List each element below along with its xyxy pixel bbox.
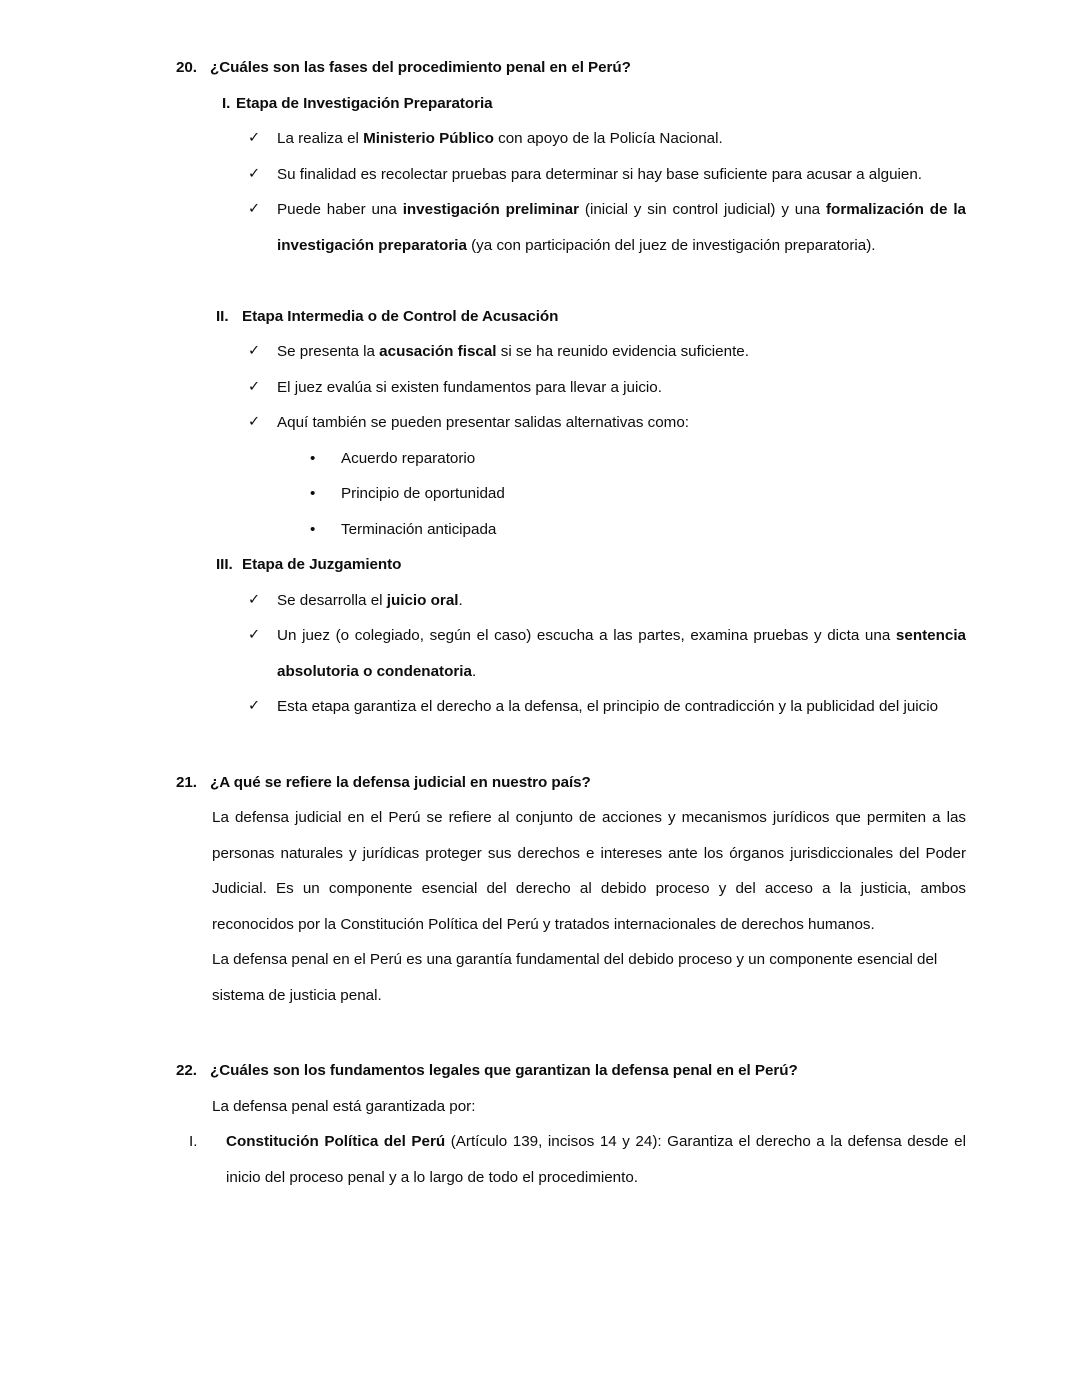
question-number-22: 22. [176,1062,197,1079]
spacer [176,1013,966,1053]
check-item-text: El juez evalúa si existen fundamentos para llevar a juicio. [277,378,662,396]
question-heading-21 [176,765,966,801]
question-heading-20 [176,50,966,86]
question-number-21: 21. [176,773,197,791]
check-item-text: Se desarrolla el juicio oral. [277,591,463,609]
check-item-text: Puede haber una investigación preliminar (inicial y sin control judicial) y una formalización de la investigación preparatoria (ya con participación del juez de investigación preparatoria). [277,201,966,254]
section-title-i: Etapa de Investigación Preparatoria [236,94,493,112]
bullet-item-text: Acuerdo reparatorio [341,449,476,467]
section-numeral-ii: II. [216,307,229,325]
bullet-item-text: Terminación anticipada [341,520,497,538]
check-item-text: La realiza el Ministerio Público con apoyo de la Policía Nacional. [277,130,723,147]
check-icon: ✓ [248,130,261,146]
section-title-ii: Etapa Intermedia o de Control de Acusación [242,307,559,325]
bullet-item-text: Principio de oportunidad [341,485,505,502]
check-list-item [248,157,966,193]
bullet-icon: • [310,449,316,467]
check-item-text: Su finalidad es recolectar pruebas para determinar si hay base suficiente para acusar a alguien. [277,165,923,183]
question-21-paragraph: La defensa judicial en el Perú se refiere al conjunto de acciones y mecanismos jurídicos que permiten a las personas naturales y jurídicas proteger sus derechos e intereses ante los órganos jurisdiccionales del Poder Judicial. Es un componente esencial del derecho al debido proceso y del acceso a la justicia, ambos reconocidos por la Constitución Política del Perú y tratados internacionales de derechos humanos. [212,809,966,933]
section-heading-ii [216,299,966,335]
check-icon: ✓ [248,201,261,217]
check-list-item [248,370,966,406]
section-title-iii: Etapa de Juzgamiento [242,556,402,573]
check-icon: ✓ [248,165,261,182]
check-icon: ✓ [248,627,261,643]
check-item-text: Esta etapa garantiza el derecho a la defensa, el principio de contradicción y la publicidad del juicio [277,698,939,715]
section-heading-iii [216,547,966,583]
question-21-paragraph: La defensa penal en el Perú es una garantía fundamental del debido proceso y un componente esencial del sistema de justicia penal. [212,951,938,1004]
legal-basis-item [189,1124,966,1195]
question-22-intro: La defensa penal está garantizada por: [212,1097,476,1115]
bullet-list-item [310,476,966,512]
check-list-item [248,121,966,157]
bullet-list-item [310,441,966,477]
section-numeral-i: I. [222,94,231,112]
legal-basis-numeral: I. [189,1133,198,1150]
check-list-item [248,689,966,725]
check-item-text: Aquí también se pueden presentar salidas alternativas como: [277,414,689,431]
check-icon: ✓ [248,343,261,359]
check-icon: ✓ [248,591,261,608]
check-list-item [248,405,966,441]
section-numeral-iii: III. [216,556,233,573]
question-title-20: ¿Cuáles son las fases del procedimiento penal en el Perú? [210,59,631,76]
document-body [176,50,966,1195]
check-icon: ✓ [248,698,261,714]
check-list-item [248,583,966,619]
bullet-icon: • [310,520,316,538]
check-icon: ✓ [248,414,261,430]
check-list-item [248,618,966,689]
check-icon: ✓ [248,378,261,395]
spacer [176,725,966,765]
question-title-22: ¿Cuáles son los fundamentos legales que garantizan la defensa penal en el Perú? [210,1062,798,1079]
question-title-21: ¿A qué se refiere la defensa judicial en nuestro país? [210,773,591,791]
bullet-icon: • [310,485,316,502]
legal-basis-text: Constitución Política del Perú (Artículo 139, incisos 14 y 24): Garantiza el derecho a la defensa desde el inicio del proceso penal y a lo largo de todo el procedimiento. [226,1133,966,1186]
check-item-text: Un juez (o colegiado, según el caso) escucha a las partes, examina pruebas y dicta una sentencia absolutoria o condenatoria. [277,627,966,680]
section-heading-i [222,86,966,122]
check-list-item [248,192,966,263]
check-list-item [248,334,966,370]
check-item-text: Se presenta la acusación fiscal si se ha reunido evidencia suficiente. [277,343,749,360]
question-heading-22 [176,1053,966,1089]
bullet-list-item [310,512,966,548]
spacer [176,263,966,299]
question-number-20: 20. [176,59,197,76]
